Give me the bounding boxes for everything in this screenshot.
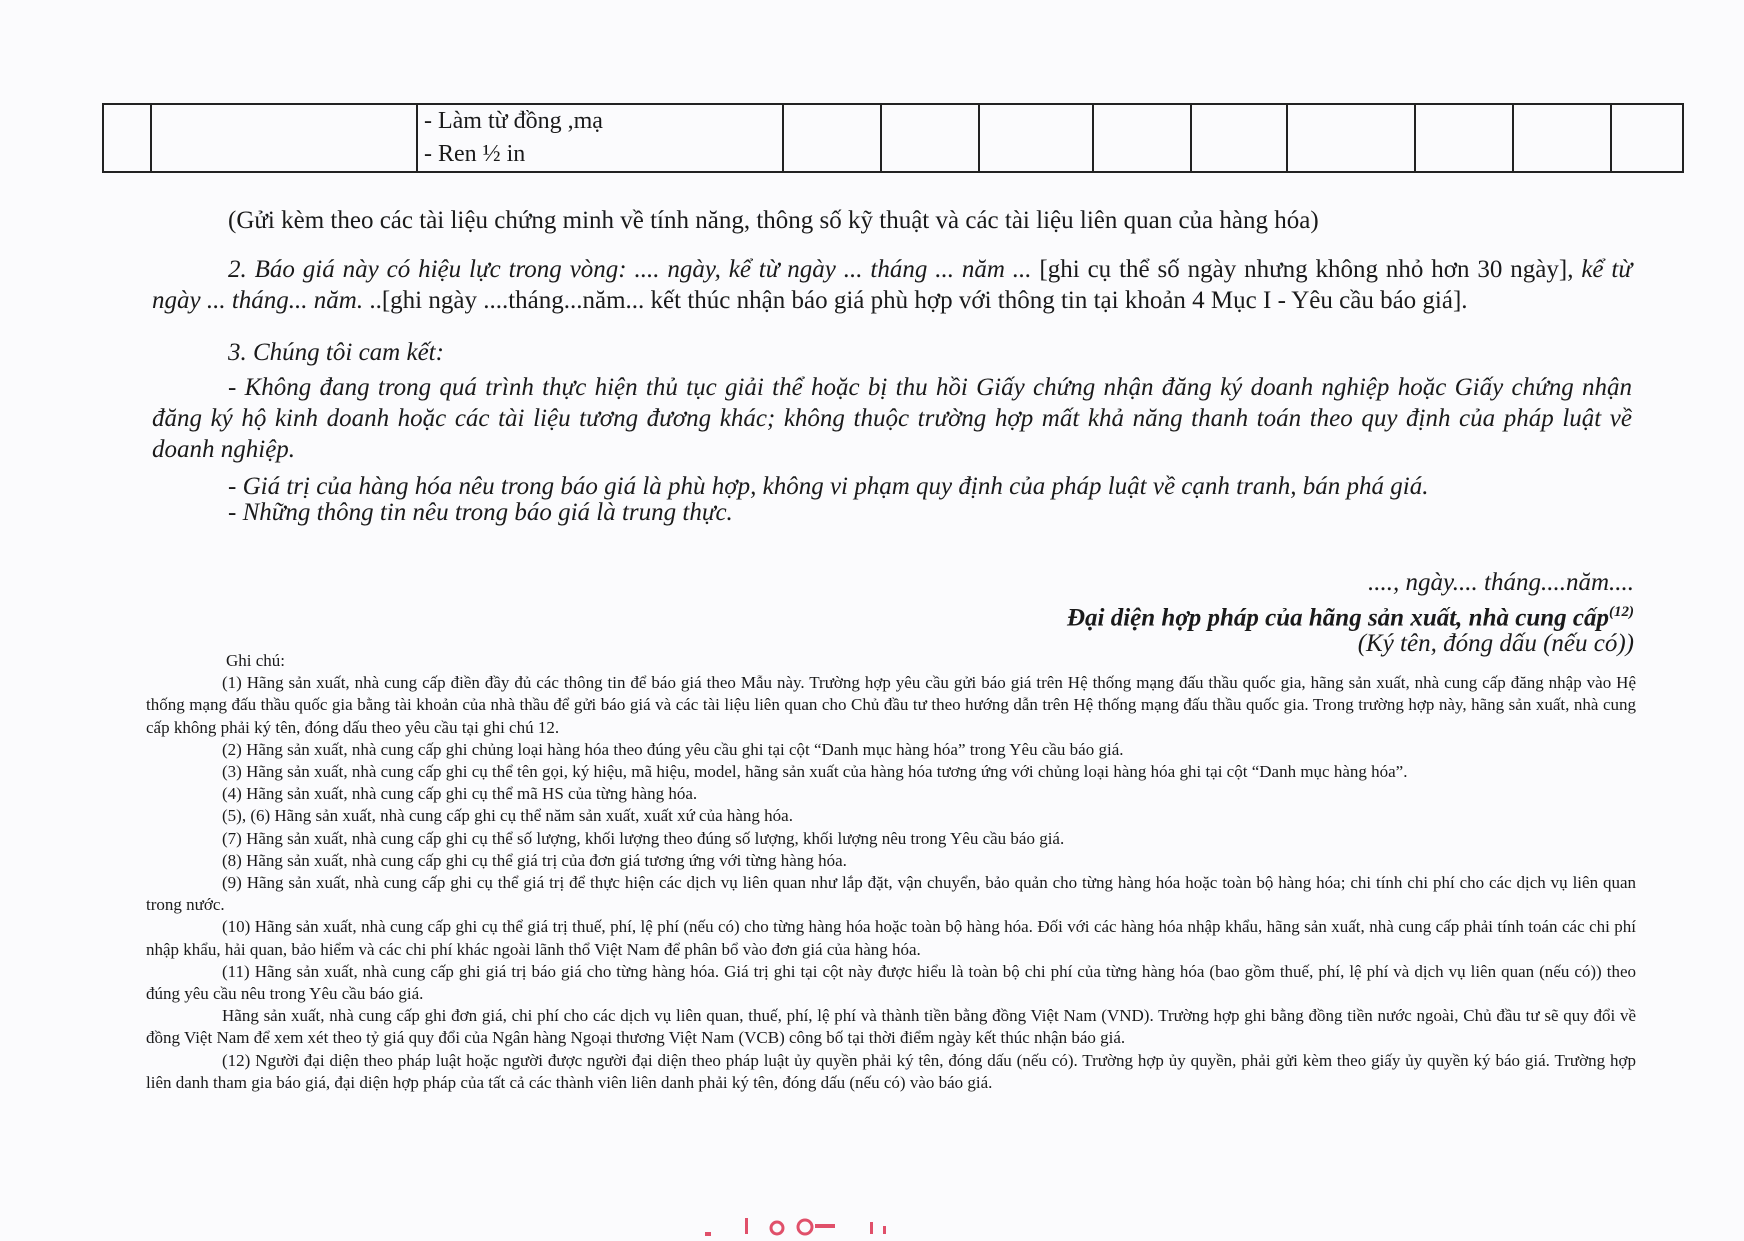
- commitment-item: - Những thông tin nêu trong báo giá là trung thực.: [228, 499, 733, 526]
- footnotes: [146, 650, 1636, 1094]
- table-cell: [1287, 104, 1414, 172]
- table-cell: [1191, 104, 1287, 172]
- table-cell: [979, 104, 1094, 172]
- commitment-item: - Không đang trong quá trình thực hiện thủ tục giải thể hoặc bị thu hồi Giấy chứng nhận đăng ký doanh nghiệp hoặc Giấy chứng nhận đăng ký hộ kinh doanh hoặc các tài liệu tương đương khác; không thuộc trường hợp mất khả năng thanh toán theo quy định của pháp luật về doanh nghiệp.: [152, 374, 1632, 463]
- stamp-mark: [815, 1224, 835, 1228]
- commitment-item: - Giá trị của hàng hóa nêu trong báo giá là phù hợp, không vi phạm quy định của pháp luật về cạnh tranh, bán phá giá.: [228, 473, 1429, 500]
- note-item: (8) Hãng sản xuất, nhà cung cấp ghi cụ thể giá trị của đơn giá tương ứng với từng hàng hóa.: [222, 850, 847, 870]
- table-cell: [1415, 104, 1513, 172]
- stamp-marks: [705, 1218, 886, 1236]
- note-item: (5), (6) Hãng sản xuất, nhà cung cấp ghi cụ thể năm sản xuất, xuất xứ của hàng hóa.: [222, 806, 793, 826]
- goods-table-fragment: [102, 103, 1684, 173]
- stamp-mark: [771, 1222, 783, 1234]
- red-stamp-fragment: [705, 1212, 915, 1238]
- note-item: (2) Hãng sản xuất, nhà cung cấp ghi chủng loại hàng hóa theo đúng yêu cầu ghi tại cột “Danh mục hàng hóa” trong Yêu cầu báo giá.: [222, 739, 1124, 759]
- stamp-mark: [883, 1226, 886, 1234]
- table-cell: [151, 104, 417, 172]
- note-item: (4) Hãng sản xuất, nhà cung cấp ghi cụ thể mã HS của từng hàng hóa.: [222, 784, 698, 804]
- date-line: ...., ngày.... tháng....năm....: [1368, 569, 1634, 596]
- signatory-title-text: Đại diện hợp pháp của hãng sản xuất, nhà cung cấp: [1066, 604, 1609, 632]
- stamp-mark: [798, 1220, 812, 1234]
- commitment-heading: 3. Chúng tôi cam kết:: [228, 339, 444, 366]
- stamp-mark: [705, 1232, 711, 1236]
- sign-note: (Ký tên, đóng dấu (nếu có)): [1357, 630, 1634, 657]
- note-item: Hãng sản xuất, nhà cung cấp ghi đơn giá, chi phí cho các dịch vụ liên quan, thuế, phí, lệ phí và thành tiền bằng đồng Việt Nam (VND). Trường hợp ghi bằng đồng tiền nước ngoài, Chủ đầu tư sẽ quy đổi về đồng Việt Nam để xem xét theo tỷ giá quy đổi của Ngân hàng Ngoại thương Việt Nam (VCB) công bố tại thời điểm ngày kết thúc nhận báo giá.: [146, 1006, 1636, 1048]
- note-item: (9) Hãng sản xuất, nhà cung cấp ghi cụ thể giá trị để thực hiện các dịch vụ liên quan như lắp đặt, vận chuyển, bảo quản cho từng hàng hóa hoặc toàn bộ hàng hóa; chi tính chi phí cho các dịch vụ liên quan trong nước.: [146, 873, 1636, 915]
- validity-clause: [152, 254, 1632, 316]
- note-item: (11) Hãng sản xuất, nhà cung cấp ghi giá trị báo giá cho từng hàng hóa. Giá trị ghi tại cột này được hiểu là toàn bộ chi phí của từng hàng hóa (bao gồm thuế, phí, lệ phí và dịch vụ liên quan (nếu có)) theo đúng yêu cầu nêu trong Yêu cầu báo giá.: [146, 961, 1636, 1004]
- table-cell: [1611, 104, 1683, 172]
- signatory-footnote-ref: (12): [1609, 604, 1634, 620]
- note-item: (1) Hãng sản xuất, nhà cung cấp điền đầy đủ các thông tin để báo giá theo Mẫu này. Trường hợp yêu cầu gửi báo giá trên Hệ thống mạng đấu thầu quốc gia, hãng sản xuất, nhà cung cấp đăng nhập vào Hệ thống mạng đấu thầu quốc gia bằng tài khoản của nhà thầu để gửi báo giá và các tài liệu liên quan cho Chủ đầu tư theo hướng dẫn trên Hệ thống mạng đấu thầu quốc gia. Trong trường hợp này, hãng sản xuất, nhà cung cấp không phải ký tên, đóng dấu theo yêu cầu tại ghi chú 12.: [146, 673, 1636, 737]
- goods-spec-cell: - Làm từ đồng ,mạ - Ren ½ in: [417, 104, 783, 172]
- note-item: (7) Hãng sản xuất, nhà cung cấp ghi cụ thể số lượng, khối lượng theo đúng số lượng, khối lượng nêu trong Yêu cầu báo giá.: [222, 828, 1065, 848]
- table-cell: [1513, 104, 1611, 172]
- validity-plain-1: [ghi cụ thể số ngày nhưng không nhỏ hơn 30 ngày],: [1031, 256, 1574, 283]
- table-cell: [1093, 104, 1191, 172]
- stamp-mark: [745, 1218, 748, 1234]
- note-item: (12) Người đại diện theo pháp luật hoặc người được người đại diện theo pháp luật ủy quyền phải ký tên, đóng dấu (nếu có). Trường hợp ủy quyền, phải gửi kèm theo giấy ủy quyền ký báo giá. Trường hợp liên danh tham gia báo giá, đại diện hợp pháp của tất cả các thành viên liên danh phải ký tên, đóng dấu (nếu có) vào báo giá.: [146, 1050, 1636, 1092]
- note-item: (3) Hãng sản xuất, nhà cung cấp ghi cụ thể tên gọi, ký hiệu, mã hiệu, model, hãng sản xuất của hàng hóa tương ứng với chủng loại hàng hóa ghi tại cột “Danh mục hàng hóa”.: [222, 762, 1408, 782]
- stamp-mark: [870, 1222, 873, 1234]
- validity-italic-2: kể từ ngày ... tháng... năm.: [152, 256, 1632, 314]
- validity-italic-1: 2. Báo giá này có hiệu lực trong vòng: .... ngày, kể từ ngày ... tháng ... năm ...: [228, 256, 1032, 283]
- table-cell: [881, 104, 979, 172]
- attachment-note: (Gửi kèm theo các tài liệu chứng minh về tính năng, thông số kỹ thuật và các tài liệu liên quan của hàng hóa): [228, 207, 1319, 234]
- table-row: [103, 104, 1683, 172]
- validity-plain-2: ..[ghi ngày ....tháng...năm... kết thúc nhận báo giá phù hợp với thông tin tại khoản 4 Mục I - Yêu cầu báo giá].: [363, 287, 1468, 314]
- notes-heading: Ghi chú:: [226, 651, 286, 670]
- note-item: (10) Hãng sản xuất, nhà cung cấp ghi cụ thể giá trị thuế, phí, lệ phí (nếu có) cho từng hàng hóa hoặc toàn bộ hàng hóa. Đối với các hàng hóa nhập khẩu, hãng sản xuất, nhà cung cấp phải tính toán các chi phí nhập khẩu, hải quan, bảo hiểm và các chi phí khác ngoài lãnh thổ Việt Nam để phân bổ vào đơn giá của hàng hóa.: [146, 917, 1636, 959]
- signatory-title: [1067, 597, 1634, 633]
- table-cell: [103, 104, 151, 172]
- table-cell: [783, 104, 881, 172]
